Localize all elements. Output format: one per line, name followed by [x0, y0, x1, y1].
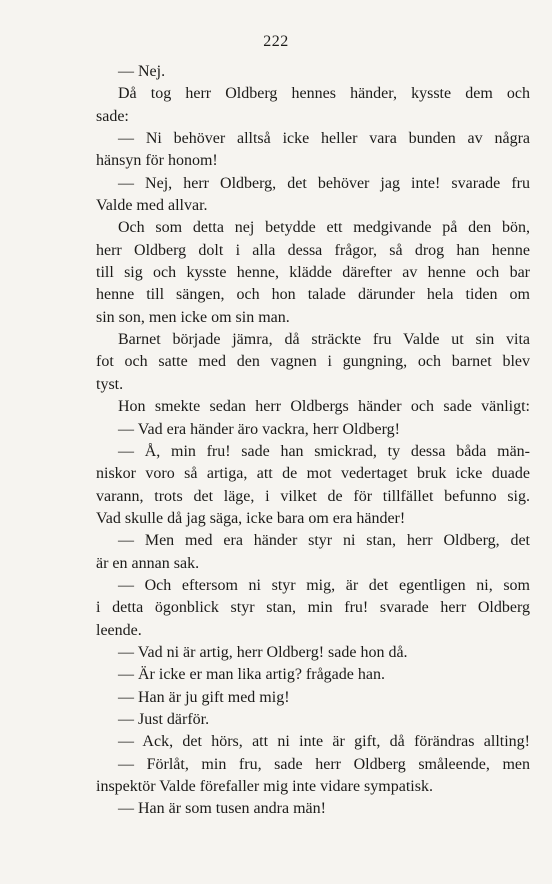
text-line: niskor voro så artiga, att de mot vedertaget bruk icke duade [96, 465, 530, 483]
text-line: — Vad era händer äro vackra, herr Oldberg! [118, 420, 400, 438]
text-line: — Nej. [118, 63, 166, 80]
text-line: hänsyn för honom! [96, 152, 218, 170]
text-line: herr Oldberg dolt i alla dessa frågor, så drog han henne [96, 241, 530, 259]
text-line: i detta ögonblick styr stan, min fru! svarade herr Oldberg [96, 599, 530, 617]
text-line: — Ack, det hörs, att ni inte är gift, då förändras allting! [118, 733, 530, 751]
text-line: inspektör Valde förefaller mig inte vidare sympatisk. [96, 778, 433, 795]
text-line: — Men med era händer styr ni stan, herr Oldberg, det [118, 532, 530, 550]
text-line: sin son, men icke om sin man. [96, 308, 290, 326]
text-line: tyst. [96, 375, 124, 393]
text-line: — Å, min fru! sade han smickrad, ty dessa båda män- [118, 442, 530, 460]
text-line: Och som detta nej betydde ett medgivande på den bön, [118, 219, 530, 237]
text-line: varann, trots det läge, i vilket de för tillfället befunno sig. [96, 487, 530, 505]
text-line: sade: [96, 107, 129, 125]
text-line: — Förlåt, min fru, sade herr Oldberg småleende, men [118, 755, 530, 773]
text-line: Då tog herr Oldberg hennes händer, kysste dem och [118, 85, 530, 103]
text-line: Valde med allvar. [96, 197, 208, 215]
text-line: — Är icke er man lika artig? frågade han. [118, 666, 385, 684]
text-line: Hon smekte sedan herr Oldbergs händer och sade vänligt: [118, 398, 530, 416]
text-line: — Vad ni är artig, herr Oldberg! sade hon då. [118, 643, 408, 661]
text-line: till sig och kysste henne, klädde därefter av henne och bar [96, 264, 530, 282]
text-line: — Ni behöver alltså icke heller vara bunden av några [118, 130, 530, 148]
page-number: 222 [263, 33, 289, 50]
text-line: henne till sängen, och hon talade därunder hela tiden om [96, 286, 530, 304]
body-text [96, 61, 530, 821]
text-line: — Han är ju gift med mig! [118, 688, 290, 706]
text-line: — Nej, herr Oldberg, det behöver jag inte! svarade fru [118, 174, 530, 192]
text-line: fot och satte med den vagnen i gungning, och barnet blev [96, 353, 530, 371]
text-line: är en annan sak. [96, 554, 200, 572]
text-line: Barnet började jämra, då sträckte fru Valde ut sin vita [118, 331, 530, 349]
text-line: leende. [96, 621, 142, 639]
text-line: Vad skulle då jag säga, icke bara om era händer! [96, 509, 406, 527]
text-line: — Och eftersom ni styr mig, är det egentligen ni, som [118, 576, 530, 594]
text-line: — Han är som tusen andra män! [118, 800, 326, 818]
text-line: — Just därför. [118, 710, 210, 728]
